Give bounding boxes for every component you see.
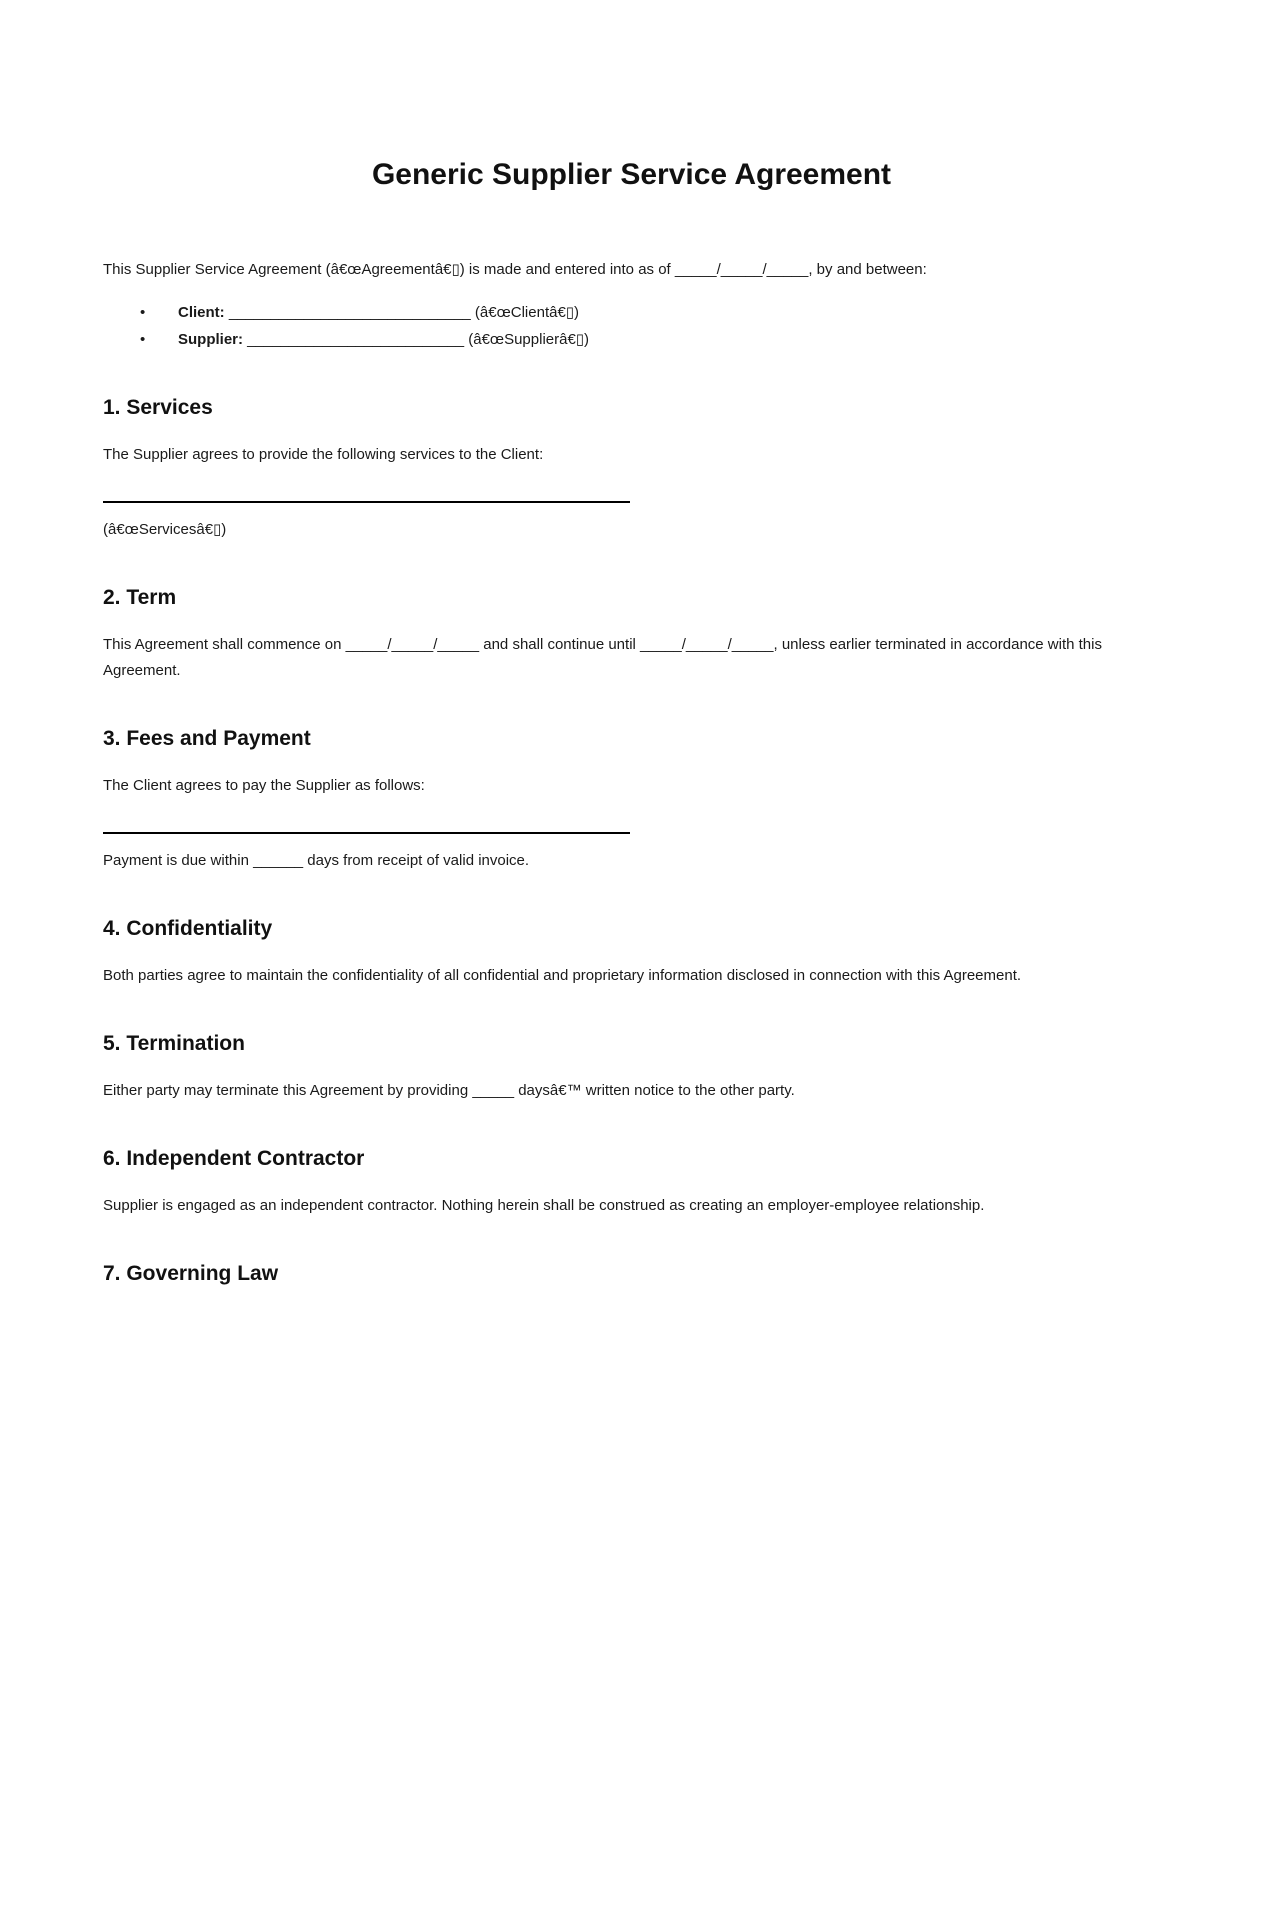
section-term (103, 583, 1160, 684)
section-confidentiality (103, 914, 1160, 989)
section-heading: 2. Term (103, 586, 177, 609)
section-heading: 3. Fees and Payment (103, 727, 311, 750)
intro-paragraph: This Supplier Service Agreement (â€œAgreementâ€▯) is made and entered into as of _____/_____/_____, by and between: (103, 261, 927, 278)
fill-in-blank-line (103, 482, 630, 503)
section-heading: 1. Services (103, 396, 213, 419)
party-label: Client: (178, 304, 225, 321)
section-independent-contractor (103, 1144, 1160, 1219)
section-fees-and-payment (103, 724, 1160, 874)
party-label: Supplier: (178, 331, 244, 348)
section-paragraph: The Client agrees to pay the Supplier as follows: (103, 777, 425, 794)
page-title: Generic Supplier Service Agreement (371, 158, 892, 191)
section-paragraph: The Supplier agrees to provide the following services to the Client: (103, 446, 544, 463)
section-heading: 6. Independent Contractor (103, 1147, 365, 1170)
section-services (103, 393, 1160, 543)
section-heading: 5. Termination (103, 1032, 245, 1055)
parties-list (103, 299, 1160, 353)
section-heading: 4. Confidentiality (103, 917, 273, 940)
fill-in-blank-line (103, 813, 630, 834)
section-paragraph: Both parties agree to maintain the confidentiality of all confidential and proprietary information disclosed in connection with this Agreement. (103, 967, 1022, 984)
bullet-icon: • (140, 304, 146, 321)
party-item-client (140, 299, 1160, 326)
section-paragraph: This Agreement shall commence on _____/_____/_____ and shall continue until _____/_____/_____, unless earlier terminated in accordance with this Agreement. (103, 636, 1102, 679)
section-termination (103, 1029, 1160, 1104)
party-item-supplier (140, 326, 1160, 353)
section-paragraph: Either party may terminate this Agreement by providing _____ daysâ€™ written notice to the other party. (103, 1082, 795, 1099)
section-governing-law (103, 1259, 1160, 1288)
bullet-icon: • (140, 331, 146, 348)
party-blank-and-tag: _____________________________ (â€œClientâ€▯) (224, 304, 580, 321)
party-blank-and-tag: __________________________ (â€œSupplierâ€▯) (243, 331, 590, 348)
section-paragraph: Payment is due within ______ days from receipt of valid invoice. (103, 852, 530, 869)
section-heading: 7. Governing Law (103, 1262, 279, 1285)
section-paragraph: Supplier is engaged as an independent contractor. Nothing herein shall be construed as creating an employer-employee relationship. (103, 1197, 985, 1214)
section-paragraph: (â€œServicesâ€▯) (103, 521, 227, 538)
